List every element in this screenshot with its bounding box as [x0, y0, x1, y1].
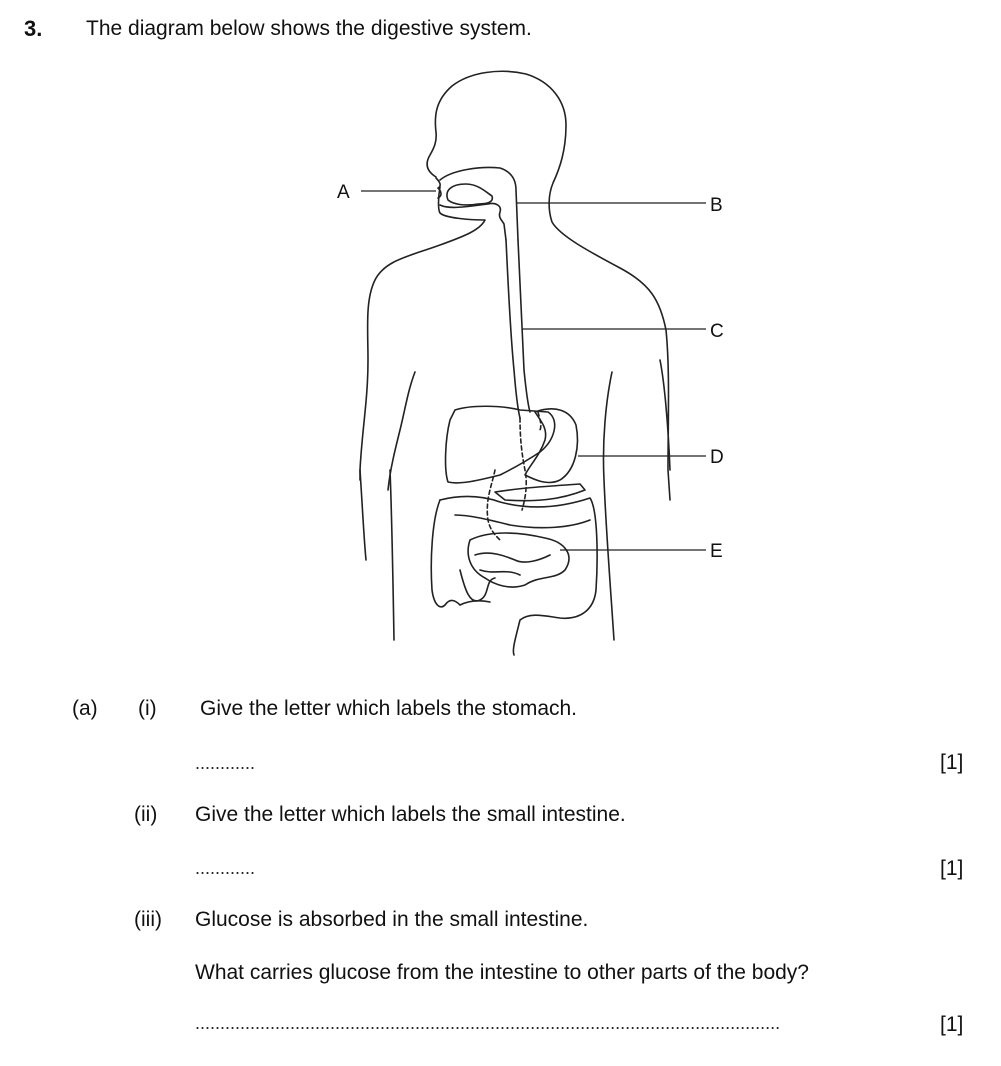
sub-ii-label: (ii)	[134, 803, 158, 826]
sub-i-question: Give the letter which labels the stomach.	[200, 697, 578, 720]
sub-i-label: (i)	[138, 697, 157, 720]
label-b: B	[710, 195, 723, 216]
question-number: 3.	[24, 16, 43, 41]
sub-ii-question: Give the letter which labels the small intestine.	[195, 803, 626, 826]
part-a-label: (a)	[72, 697, 98, 720]
label-a: A	[337, 182, 350, 203]
label-e: E	[710, 541, 723, 562]
question-intro: The diagram below shows the digestive system.	[86, 17, 532, 40]
label-c: C	[710, 321, 724, 342]
sub-i-answer-line[interactable]: ............	[195, 753, 256, 773]
sub-iii-marks: [1]	[940, 1013, 964, 1036]
sub-iii-question: What carries glucose from the intestine to other parts of the body?	[195, 961, 809, 984]
sub-ii-marks: [1]	[940, 857, 964, 880]
sub-i-marks: [1]	[940, 751, 964, 774]
sub-ii-answer-line[interactable]: ............	[195, 858, 256, 878]
sub-iii-label: (iii)	[134, 908, 162, 931]
sub-iii-statement: Glucose is absorbed in the small intestine.	[195, 908, 589, 931]
label-d: D	[710, 447, 724, 468]
digestive-system-diagram	[320, 60, 740, 660]
sub-iii-answer-line[interactable]: .....................................................................................................................	[195, 1013, 781, 1033]
